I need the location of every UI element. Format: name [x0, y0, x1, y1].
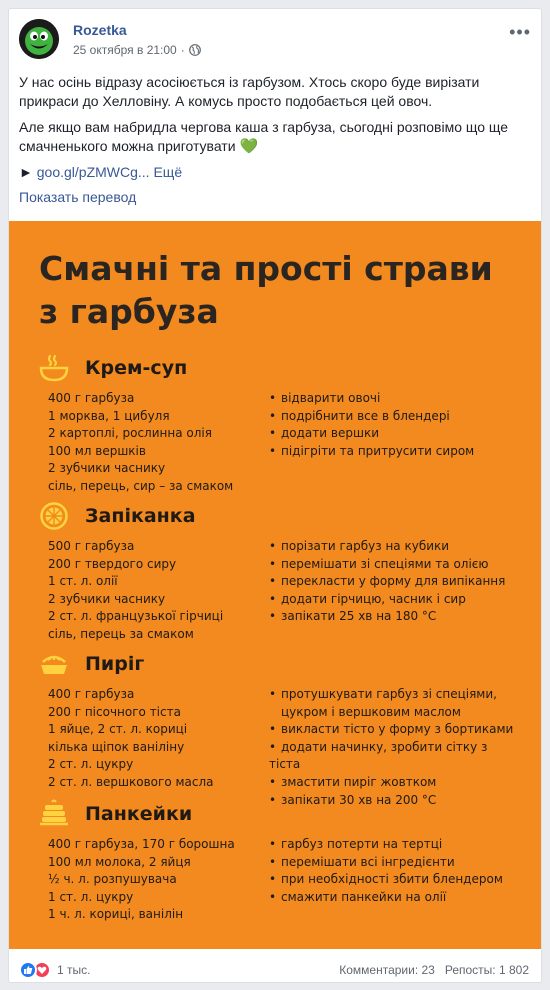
steps-list: • порізати гарбуз на кубики • перемішати зі спеціями та олією • перекласти у форму для випікання • додати гірчицю, часник і сир • запікати 25 хв на 180 °С [269, 538, 505, 626]
section-title: Панкейки [85, 803, 193, 825]
green-heart-icon: 💚 [239, 138, 259, 155]
globe-icon [189, 44, 201, 56]
post-paragraph-2: Але якщо вам набридла чергова каша з гарбуза, сьогодні розповімо що ще смачненького можна приготувати [19, 119, 509, 154]
page-avatar[interactable] [19, 19, 59, 59]
steps-list: • відварити овочі • подрібнити все в блендері • додати вершки • підігріти та притрусити сиром [269, 390, 474, 460]
like-reaction-icon [19, 961, 37, 979]
see-translation-link[interactable]: Показать перевод [19, 189, 137, 205]
post-timestamp[interactable]: 25 октября в 21:00 [73, 43, 177, 57]
page-name-link[interactable]: Rozetka [73, 22, 127, 38]
post-meta: 25 октября в 21:00 · [73, 43, 201, 57]
reactions-count: 1 тыс. [57, 963, 91, 977]
ingredients-list: 400 г гарбуза, 170 г борошна 100 мл молока, 2 яйця ½ ч. л. розпушувача 1 ст. л. цукру 1 ч. л. кориці, ванілін [48, 837, 235, 922]
more-options-button[interactable]: ••• [509, 22, 531, 42]
ingredients-list: 400 г гарбуза 200 г пісочного тіста 1 яйце, 2 ст. л. кориці кілька щіпок ваніліну 2 ст. л. цукру 2 ст. л. вершкового масла [48, 687, 214, 789]
pancakes-icon [39, 799, 69, 829]
ingredients-list: 500 г гарбуза 200 г твердого сиру 1 ст. л. олії 2 зубчики часнику 2 ст. л. французької гірчиці сіль, перець за смаком [48, 539, 224, 641]
soup-bowl-icon [39, 353, 69, 383]
steps-list: • гарбуз потерти на тертці • перемішати всі інгредієнти • при необхідності збити блендером • смажити панкейки на олії [269, 836, 503, 906]
section-title: Пиріг [85, 653, 145, 675]
steps-list: • протушкувати гарбуз зі спеціями, цукром і вершковим маслом • викласти тісто у форму з бортиками • додати начинку, зробити сітку з тіста • змастити пиріг жовтком • запікати 30 хв на 200 °С [269, 686, 519, 809]
comments-count-link[interactable]: Комментарии: 23 [339, 963, 435, 977]
shares-count-link[interactable]: Репосты: 1 802 [444, 963, 529, 977]
post-text [19, 73, 529, 189]
rozetka-logo-icon [19, 19, 59, 59]
post-paragraph-1: У нас осінь відразу асосіюється із гарбузом. Хтось скоро буде вирізати прикраси до Хелловіну. А комусь просто подобається цей овоч. [19, 74, 480, 109]
facebook-post [8, 8, 542, 983]
section-title: Запіканка [85, 505, 196, 527]
arrow-icon: ► [19, 164, 33, 180]
section-title: Крем-суп [85, 357, 188, 379]
pie-icon [39, 649, 69, 679]
post-header [19, 19, 531, 63]
ingredients-list: 400 г гарбуза 1 морква, 1 цибуля 2 картоплі, рослинна олія 100 мл вершків 2 зубчики часнику сіль, перець, сир – за смаком [48, 391, 234, 493]
reactions-summary[interactable] [19, 961, 90, 979]
image-title: Смачні та прості страви з гарбуза [39, 249, 493, 331]
post-footer [19, 959, 529, 981]
see-more-link[interactable]: Ещё [153, 164, 183, 180]
recipe-image[interactable] [9, 221, 542, 949]
post-link[interactable]: goo.gl/pZMWCg... [36, 164, 150, 180]
orange-slice-icon [39, 501, 69, 531]
